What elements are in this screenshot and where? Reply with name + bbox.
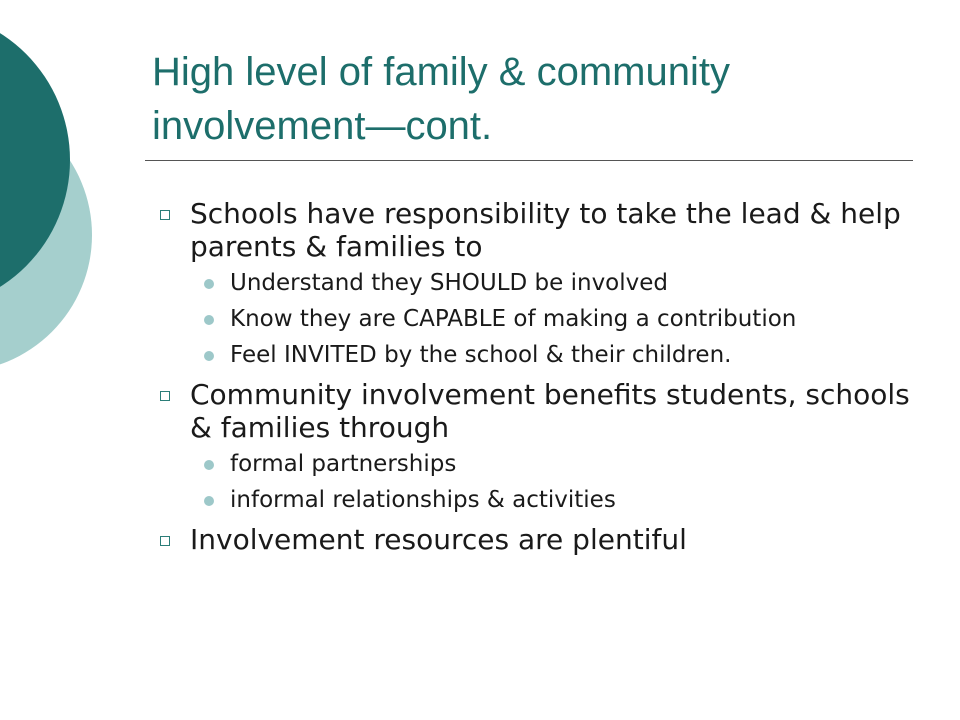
dot-bullet-icon [204, 279, 214, 289]
sub-bullet-item [152, 451, 922, 477]
sub-bullet-item [152, 342, 922, 368]
title-divider [145, 160, 913, 161]
sub-bullet-text: formal partnerships [230, 451, 457, 477]
sub-bullet-list [152, 270, 922, 368]
sub-bullet-text: informal relationships & activities [230, 487, 616, 513]
dot-bullet-icon [204, 460, 214, 470]
slide-body [152, 197, 922, 556]
slide-title: High level of family & community involvement—cont. [152, 50, 730, 148]
bullet-text: Involvement resources are plentiful [190, 523, 687, 556]
bullet-text: Schools have responsibility to take the lead & help parents & families to [190, 197, 901, 263]
sub-bullet-text: Understand they SHOULD be involved [230, 270, 668, 296]
sub-bullet-list [152, 451, 922, 513]
bullet-item [152, 197, 922, 263]
dot-bullet-icon [204, 351, 214, 361]
bullet-text: Community involvement benefits students, schools & families through [190, 378, 910, 444]
sub-bullet-item [152, 270, 922, 296]
bullet-item [152, 378, 922, 444]
sub-bullet-item [152, 487, 922, 513]
sub-bullet-item [152, 306, 922, 332]
dot-bullet-icon [204, 315, 214, 325]
sub-bullet-text: Feel INVITED by the school & their children. [230, 342, 732, 368]
bullet-item [152, 523, 922, 556]
hollow-square-icon [160, 210, 170, 220]
sub-bullet-text: Know they are CAPABLE of making a contribution [230, 306, 797, 332]
dot-bullet-icon [204, 496, 214, 506]
decorative-circles [0, 0, 120, 400]
hollow-square-icon [160, 391, 170, 401]
hollow-square-icon [160, 536, 170, 546]
